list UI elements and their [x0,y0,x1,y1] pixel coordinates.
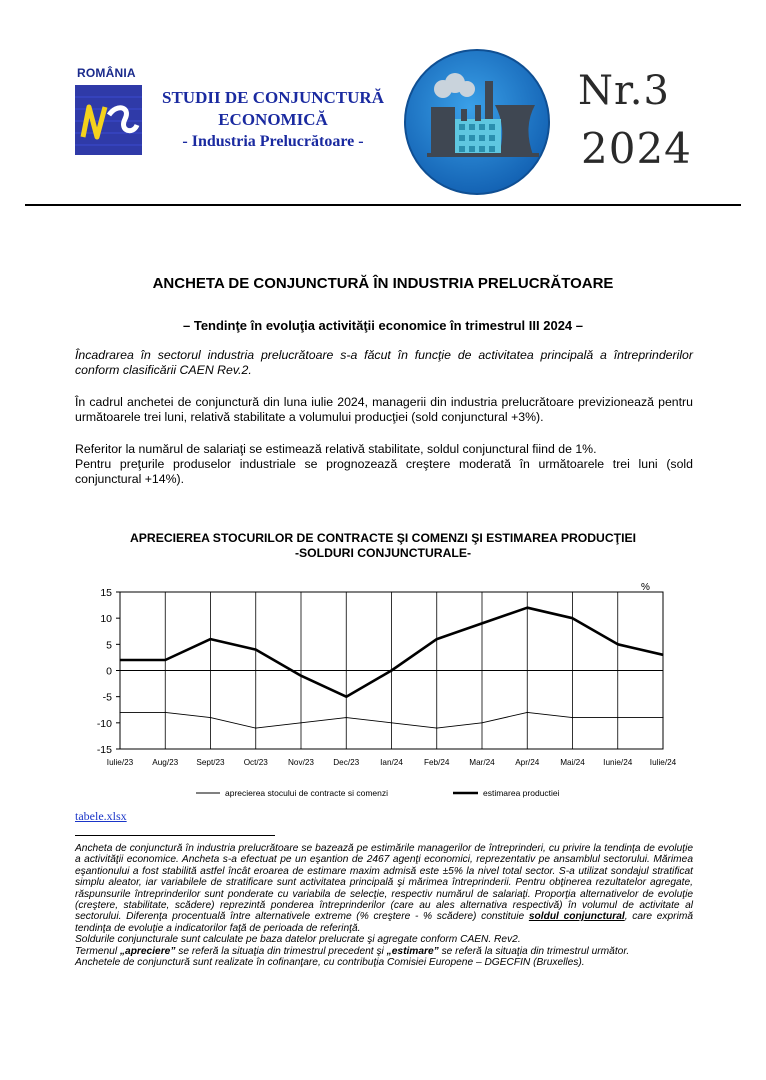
x-tick-label: Sept/23 [196,758,225,767]
y-tick-label: -10 [96,717,112,730]
y-tick-label: 5 [106,639,112,652]
footnote-cofinancing: Anchetele de conjunctură sunt realizate în cofinanţare, cu contribuţia Comisiei Europene – DGECFIN (Bruxelles). [75,957,585,969]
footnotes [75,843,693,968]
y-tick-label: 15 [100,587,112,599]
publication-title-line3: - Industria Prelucrătoare - [182,133,364,150]
y-tick-label: -5 [102,691,112,704]
footnote-caen: Soldurile conjuncturale sunt calculate pe baza datelor prelucrate şi agregate conform CAEN. Rev2. [75,934,521,946]
data-point [255,727,256,728]
x-tick-label: Nov/23 [288,758,314,767]
data-point [662,654,663,655]
country-label: ROMÂNIA [77,66,136,80]
data-point [165,712,166,713]
line-chart [0,570,766,805]
footnote-divider [75,835,275,836]
data-point [391,722,392,723]
factory-emblem-icon [403,47,551,197]
x-tick-label: Apr/24 [515,758,540,767]
data-point [617,717,618,718]
x-tick-label: Iunie/24 [603,758,633,767]
paragraph-employees: Referitor la numărul de salariaţi se estimează relativă stabilitate, soldul conjunctural fiind de 1%. [75,442,597,456]
chart-title: APRECIEREA STOCURILOR DE CONTRACTE ŞI COMENZI ŞI ESTIMAREA PRODUCŢIEI [129,531,637,545]
data-point [346,717,347,718]
legend-label: estimarea productiei [483,788,560,798]
header-divider [25,204,741,206]
x-axis-ticks [107,758,677,767]
data-point [572,717,573,718]
issue-year: 2024 [581,124,692,173]
data-point [255,649,256,650]
legend-label: aprecierea stocului de contracte si comenzi [225,788,388,798]
intro-paragraph: Încadrarea în sectorul industria prelucrătoare s-a făcut în funcţie de activitatea principală a întreprinderilor conform clasificării CAEN Rev.2. [75,348,693,377]
x-tick-label: Aug/23 [152,758,179,767]
paragraph-prices: Pentru preţurile produselor industriale se prognozează creştere moderată în următoarele trei luni (sold conjunctural +14%). [75,457,693,486]
data-point [617,644,618,645]
x-tick-label: Dec/23 [333,758,360,767]
chart-legend [196,788,560,798]
data-point [210,717,211,718]
data-point [165,659,166,660]
data-point [436,639,437,640]
data-point [481,722,482,723]
data-point [119,712,120,713]
footnote-terms [75,946,693,957]
y-tick-label: 10 [100,613,112,626]
footnote-terms-estimare: „estimare” [386,945,439,957]
data-point [300,675,301,676]
footnote-terms-a: Termenul [75,945,120,957]
chart-subtitle: -SOLDURI CONJUNCTURALE- [294,546,472,560]
data-point [391,670,392,671]
tabele-link[interactable]: tabele.xlsx [75,809,127,823]
footnote-text: Ancheta de conjunctură în industria prelucrătoare se bazează pe estimările managerilor de întreprinderi, cu privire la tendinţa de evoluţie a activităţii economice. Ancheta s-a efectuat pe un eşantion de 2467 agenţi economici, reprezentativ pe ansamblul sectorului. Mărimea eşantionului a fost stabilită astfel încât eroarea de estimare maxim admisă este ±5% la nivel total sector. S-a utilizat sondajul stratificat simplu aleator, iar variabilele de stratificare sunt activitatea principală şi mărimea întreprinderii. Pentru obţinerea rezultatelor agregate, răspunsurile întreprinderilor sunt ponderate cu variabila de selecţie, respectiv numărul de salariaţi. Proporţia alternativelor de evoluţie (creştere, stabilitate, scădere) reprezintă ponderea întreprinderilor (care au ales alternativa respectivă) în volumul de activitate al sectorului. Diferenţa procentuală între alternativele extreme (% creştere - % scădere) constituie [75,843,693,923]
data-point [481,623,482,624]
footnote-bold-term: soldul conjunctural [528,911,625,923]
footnote-terms-e: se referă la situaţia din trimestrul următor. [438,945,630,957]
publication-title-line1: STUDII DE CONJUNCTURĂ [162,88,384,107]
publication-title-line2: ECONOMICĂ [218,110,328,129]
x-tick-label: Feb/24 [424,758,450,767]
x-tick-label: Ian/24 [380,758,403,767]
y-tick-label: -15 [96,744,112,756]
footnote-text-end: , care exprimă tendinţa de evoluţie a indicatorilor faţă de perioada de referinţă. [75,911,693,934]
issue-number: Nr.3 [578,68,670,114]
page-subtitle: – Tendinţe în evoluţia activităţii economice în trimestrul III 2024 – [183,318,583,333]
data-point [572,618,573,619]
footnote-terms-apreciere: „apreciere” [119,945,176,957]
data-point [662,717,663,718]
x-tick-label: Oct/23 [243,758,268,767]
footnote-methodology [75,843,693,934]
x-tick-label: Mai/24 [560,758,585,767]
page-title: ANCHETA DE CONJUNCTURĂ ÎN INDUSTRIA PRELUCRĂTOARE [152,275,614,292]
data-point [527,712,528,713]
ins-logo [75,85,142,155]
data-point [436,727,437,728]
paragraph-production: În cadrul anchetei de conjunctură din luna iulie 2024, managerii din industria prelucrătoare previzionează pentru următoarele trei luni, relativă stabilitate a volumului producţiei (sold conjunctural +3%). [75,395,693,424]
data-point [346,696,347,697]
y-axis-ticks [97,587,120,756]
data-point [300,722,301,723]
y-tick-label: 0 [106,665,112,678]
unit-label: % [641,582,650,593]
footnote-terms-c: se referă la situaţia din trimestrul precedent şi [175,945,387,957]
x-tick-label: Iulie/24 [649,758,677,767]
x-tick-label: Mar/24 [469,758,495,767]
ins-logo-icon [75,85,142,155]
data-point [527,607,528,608]
data-point [119,659,120,660]
data-point [210,639,211,640]
x-tick-label: Iulie/23 [106,758,134,767]
